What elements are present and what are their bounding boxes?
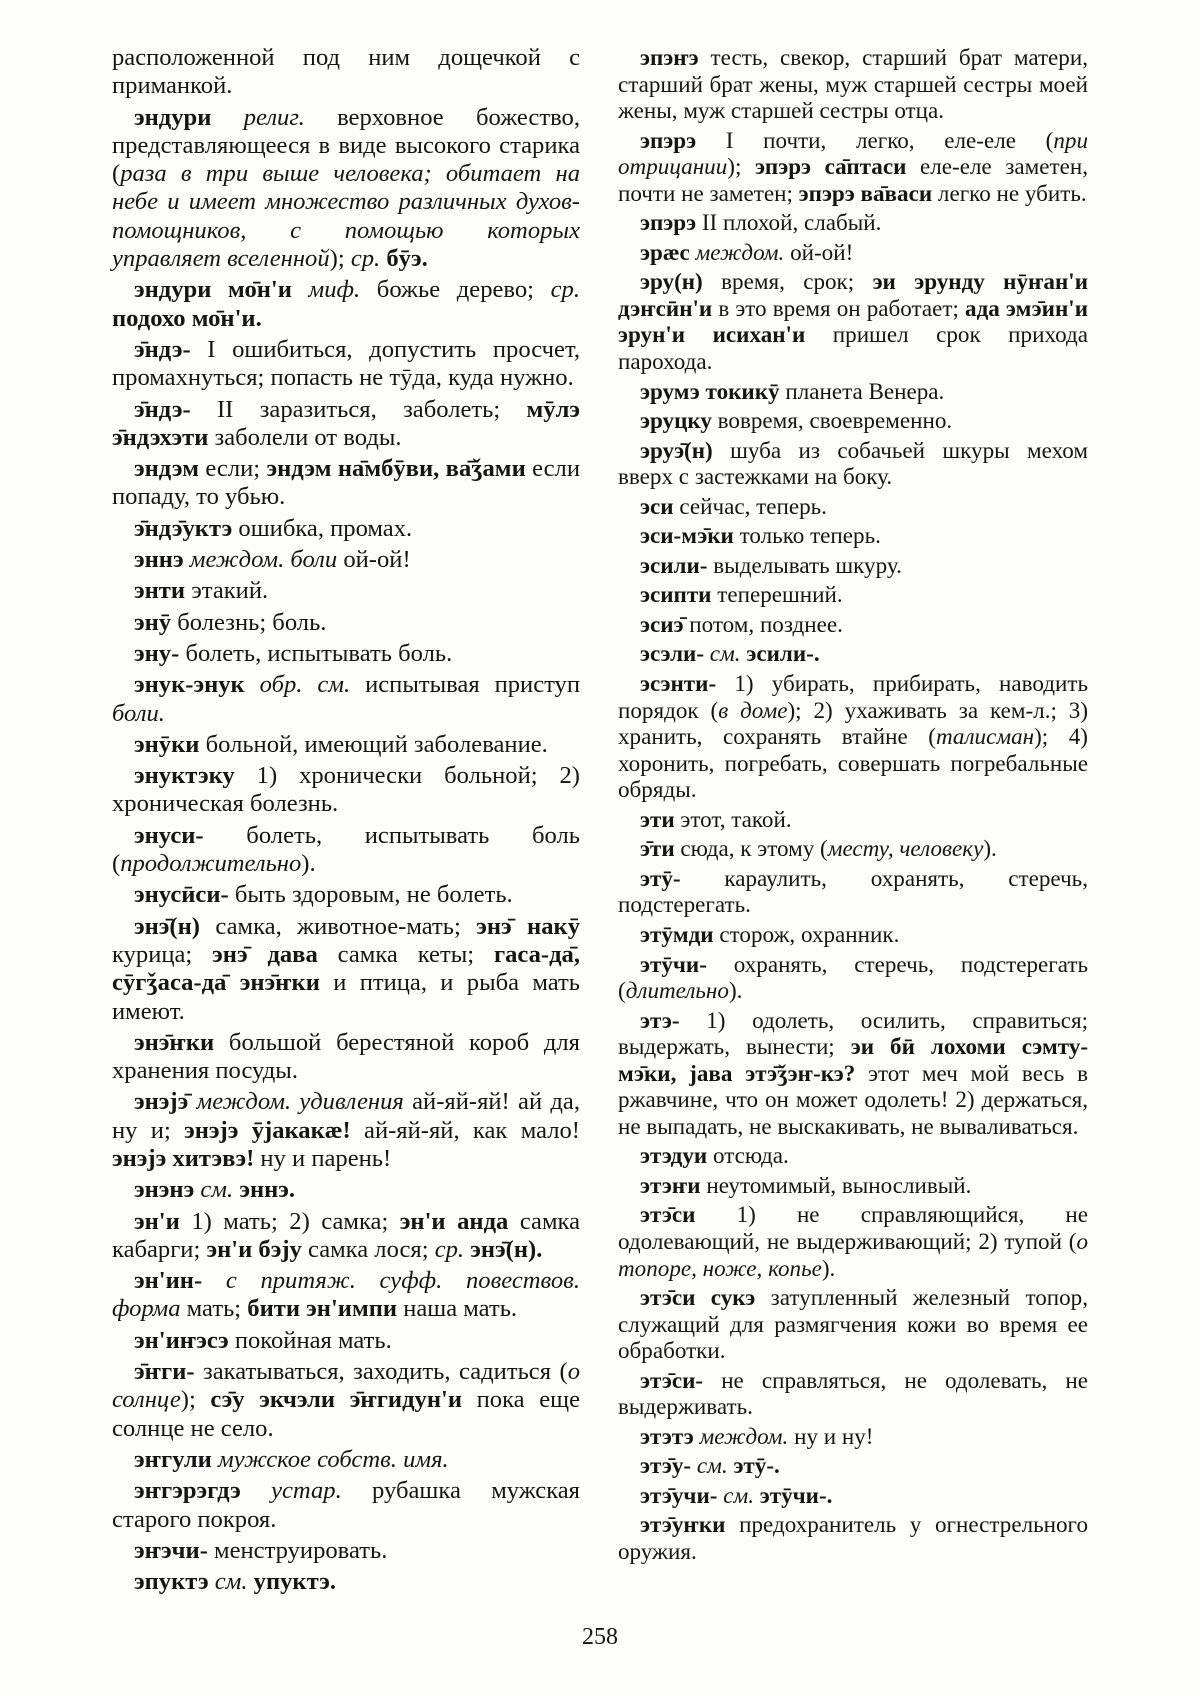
headword: эсипти [640, 581, 712, 608]
definition-text: самка лося; [301, 1235, 435, 1263]
italic-gloss: устар. [240, 1477, 342, 1505]
headword: бити эн'импи [247, 1295, 398, 1323]
headword: эсиэ̄ [640, 610, 684, 637]
italic-gloss: см. [194, 1176, 234, 1204]
headword: бӯэ. [386, 245, 428, 273]
definition-text: ой-ой! [337, 546, 411, 574]
headword: ада эмэ̄ин'и эрун'и исихан'и [618, 294, 1088, 348]
headword: эсили-. [746, 640, 820, 667]
definition-text: этот, такой. [674, 805, 792, 832]
dictionary-entry [618, 1201, 1088, 1281]
dictionary-entry [618, 806, 1088, 833]
headword: эҥгэрэгдэ [134, 1477, 241, 1505]
headword: этэ̄си [640, 1201, 696, 1228]
dictionary-entry [618, 378, 1088, 405]
headword: эн'и [134, 1207, 180, 1235]
headword: этэҥи [640, 1171, 701, 1198]
definition-text: затупленный железный топор, служащий для размягчения кожи во время ее обработки. [618, 1284, 1089, 1364]
headword: эси [640, 492, 674, 519]
headword: э̄ти [640, 835, 675, 862]
definition-text: II плохой, слабый. [696, 209, 882, 236]
headword: эн'и бэју [206, 1235, 302, 1263]
headword: этэ- [640, 1006, 680, 1033]
definition-text: самка кабарги; [112, 1207, 581, 1263]
definition-text: ). [821, 1254, 836, 1281]
dictionary-entry [618, 268, 1088, 374]
left-column [112, 44, 580, 1599]
definition-text: 1) не справляющийся, не одолевающий, не выдерживающий; 2) тупой ( [618, 1201, 1088, 1254]
definition-text: самка, животное-мать; [199, 912, 477, 940]
headword: энэ̄ дава [212, 940, 318, 968]
dictionary-entry [618, 581, 1088, 608]
dictionary-entry [618, 1007, 1088, 1140]
definition-text: расположенной под ним дощечкой с приманкой. [112, 44, 580, 100]
definition-text: ); [727, 153, 755, 180]
headword: энэ̄ накӯ [476, 912, 580, 940]
headword: э̄ндэ- [134, 395, 191, 423]
definition-text: отсюда. [707, 1142, 789, 1169]
dictionary-entry [618, 611, 1088, 638]
definition-text: ); 4) хоронить, погребать, совершать погребальные обряды. [618, 723, 1088, 803]
definition-text: и птица, и рыба мать имеют. [112, 969, 580, 1025]
headword: эти [640, 805, 675, 832]
headword: этэ̄учи- [640, 1481, 718, 1508]
definition-text: испытывая приступ [350, 671, 580, 699]
dictionary-entry [112, 515, 580, 543]
italic-gloss: см. [717, 1481, 754, 1508]
definition-text: теперешний. [711, 581, 843, 608]
italic-gloss: продолжительно [120, 850, 302, 878]
headword: этэ̄у- [640, 1452, 692, 1479]
definition-text: 1) мать; 2) самка; [179, 1207, 400, 1235]
headword: энти [134, 577, 186, 605]
dictionary-entry [618, 640, 1088, 667]
headword: энэ̄ҥки [134, 1028, 215, 1056]
definition-text: сейчас, теперь. [673, 492, 827, 519]
dictionary-entry [112, 577, 580, 605]
definition-text: караулить, охранять, стеречь, подстерегать. [618, 864, 1088, 918]
italic-gloss: длительно [625, 977, 729, 1004]
headword: эн'ин- [134, 1267, 203, 1295]
definition-text: вовремя, своевременно. [711, 407, 953, 434]
definition-text: ); 2) ухаживать за кем-л.; 3) хранить, сохранять втайне ( [618, 696, 1089, 750]
dictionary-entry [618, 921, 1088, 948]
dictionary-entry [618, 1452, 1088, 1479]
dictionary-entry [112, 822, 580, 879]
dictionary-entry [112, 731, 580, 759]
headword: энук-энук [134, 671, 245, 699]
dictionary-entry [618, 209, 1088, 236]
definition-text: большой берестяной короб для хранения посуды. [112, 1028, 580, 1085]
italic-gloss: талисман [935, 723, 1035, 750]
headword: эн'иҥэсэ [134, 1326, 229, 1354]
headword: эн'и анда [399, 1207, 509, 1235]
headword: этэтэ [640, 1422, 694, 1449]
definition-text: этот меч мой весь в ржавчине, что он может одолеть! 2) держаться, не выпадать, не выскакивать, не вываливаться. [618, 1059, 1089, 1139]
headword: э̄ндэ̄уктэ [134, 514, 233, 542]
definition-text: если попаду, то убью. [112, 455, 580, 511]
definition-text: легко не убить. [932, 179, 1087, 206]
dictionary-entry [112, 1358, 580, 1443]
definition-text: ). [728, 977, 743, 1004]
dictionary-entry [112, 44, 580, 101]
italic-gloss: междом. удивления [188, 1088, 404, 1116]
definition-text: болеть, испытывать боль ( [112, 821, 580, 878]
definition-text: ай-яй-яй, как мало! [350, 1116, 580, 1144]
definition-text: болеть, испытывать боль. [179, 639, 453, 667]
headword: э̄ҥги- [134, 1358, 195, 1386]
headword: эпэрэ [640, 126, 697, 153]
dictionary-entry [618, 1423, 1088, 1450]
italic-gloss: междом. [693, 1422, 789, 1449]
definition-text: II заразиться, заболеть; [190, 395, 527, 423]
definition-text: менструировать. [207, 1536, 388, 1564]
headword: этӯчи- [640, 950, 707, 977]
headword: энуктэку [134, 762, 235, 790]
headword: эрæс [640, 238, 690, 265]
italic-gloss: см. [691, 1452, 728, 1479]
dictionary-entry [618, 670, 1088, 803]
headword: эннэ [134, 546, 184, 574]
headword: гаса-да̄, сӯгǯаса-да̄ энэ̄ҥки [112, 940, 580, 997]
definition-text: божье дерево; [360, 276, 551, 304]
italic-gloss: см. [208, 1568, 248, 1596]
headword: эсили- [640, 551, 708, 578]
right-column [618, 44, 1088, 1568]
definition-text: сторож, охранник. [713, 920, 900, 947]
dictionary-entry [112, 1208, 580, 1265]
headword: эруцку [640, 407, 712, 434]
definition-text: охранять, стеречь, подстерегать ( [618, 950, 1088, 1004]
italic-gloss: ср. [550, 276, 581, 304]
definition-text: этакий. [185, 577, 269, 605]
headword: эндэм [134, 455, 200, 483]
definition-text: мать; [180, 1295, 248, 1323]
headword: э̄ндэ- [134, 335, 191, 363]
headword: подохо мо̄н'и. [112, 304, 262, 332]
dictionary-entry [618, 951, 1088, 1004]
definition-text: курица; [112, 940, 213, 968]
italic-gloss: ср. [350, 245, 381, 273]
headword: эси-мэ̄ки [640, 522, 734, 549]
definition-text: выделывать шкуру. [707, 551, 902, 578]
definition-text: ой-ой! [784, 238, 854, 265]
headword: эҥэчи- [134, 1536, 208, 1564]
headword: энӯ [134, 608, 172, 636]
definition-text: 1) убирать, прибирать, наводить порядок ( [618, 670, 1088, 723]
dictionary-entry [112, 1327, 580, 1355]
definition-text: пришел срок прихода парохода. [618, 321, 1088, 375]
dictionary-entry [112, 1537, 580, 1565]
headword: эру(н) [640, 268, 703, 295]
page-number: 258 [582, 1624, 618, 1650]
headword: эндэм на̄мбӯви, ва̄ǯами [266, 455, 526, 483]
italic-gloss: боли. [112, 699, 165, 727]
definition-text: 1) хронически больной; 2) хроническая болезнь. [112, 762, 580, 818]
headword: этӯ- [640, 864, 681, 891]
italic-gloss: раза в три выше человека; обитает на небе и имеет множество различных духов-помощников, с помощью которых управляет вселенной [112, 160, 580, 273]
definition-text: наша мать. [397, 1295, 518, 1323]
headword: энусӣси- [134, 881, 229, 909]
definition-text: болезнь; боль. [171, 608, 327, 636]
italic-gloss: о солнце [112, 1358, 580, 1414]
definition-text: пока еще солнце не село. [112, 1386, 581, 1442]
definition-text: сюда, к этому ( [674, 835, 828, 862]
headword: этэ̄уҥки [640, 1511, 726, 1538]
italic-gloss: обр. см. [244, 671, 351, 699]
definition-text: заболели от воды. [208, 423, 402, 451]
italic-gloss: месту, человеку [827, 835, 984, 862]
italic-gloss: см. [704, 640, 741, 667]
headword: эрумэ токикӯ [640, 377, 780, 404]
definition-text: тесть, свекор, старший брат матери, старший брат жены, муж старшей сестры моей жены, муж старшей сестры отца. [618, 44, 1088, 124]
definition-text: быть здоровым, не болеть. [228, 881, 513, 909]
italic-gloss: в доме [718, 696, 788, 723]
dictionary-entry [618, 1284, 1088, 1364]
headword: эруэ̄(н) [640, 436, 713, 463]
dictionary-entry [112, 762, 580, 819]
italic-gloss: с притяж. суфф. повествов. форма [112, 1267, 580, 1323]
dictionary-entry [618, 865, 1088, 918]
definition-text: время, срок; [702, 268, 873, 295]
definition-text: закатываться, заходить, садиться ( [194, 1358, 568, 1386]
definition-text: в это время он работает; [712, 294, 966, 321]
headword: этӯмди [640, 920, 714, 947]
dictionary-entry [112, 913, 580, 1026]
italic-gloss: ср. [434, 1235, 465, 1263]
headword: энэ̄(н) [134, 912, 200, 940]
definition-text: 1) одолеть, осилить, справиться; выдержать, вынести; [618, 1006, 1088, 1060]
italic-gloss: миф. [291, 276, 361, 304]
definition-text: верховное божество, представляющееся в виде высокого старика ( [112, 103, 580, 188]
dictionary-entry [618, 407, 1088, 434]
definition-text: ай-яй-яй! ай да, ну и; [112, 1088, 580, 1144]
definition-text: покойная мать. [228, 1326, 392, 1354]
italic-gloss: религ. [211, 103, 305, 131]
italic-gloss: при отрицании [618, 126, 1088, 180]
definition-text: еле-еле заметен, почти не заметен; [618, 153, 1088, 206]
definition-text: ). [983, 835, 997, 862]
headword: эи бӣ лохоми сэмту-мэ̄ки, јава этэ̄ǯэҥ-кэ? [618, 1033, 1089, 1086]
headword: упуктэ. [253, 1568, 337, 1596]
dictionary-entry [618, 437, 1088, 490]
headword: эпэҥэ [640, 44, 699, 70]
dictionary-entry [112, 396, 580, 453]
headword: энэјэ хитэвэ! [112, 1144, 255, 1172]
italic-gloss: о топоре, ноже, копье [618, 1227, 1088, 1281]
headword: энуси- [134, 821, 204, 849]
headword: энэјэ ӯјакакæ! [184, 1116, 351, 1144]
definition-text: планета Венера. [779, 377, 945, 404]
dictionary-entry [618, 44, 1088, 124]
dictionary-entry [618, 1511, 1088, 1564]
definition-text: потом, позднее. [683, 610, 843, 637]
dictionary-entry [112, 455, 580, 512]
definition-text: ну и парень! [254, 1144, 392, 1172]
headword: эндури мо̄н'и [134, 276, 292, 304]
headword: эндури [134, 103, 212, 131]
headword: эннэ. [239, 1176, 296, 1204]
italic-gloss: междом. боли [183, 546, 338, 574]
dictionary-entry [618, 1172, 1088, 1199]
dictionary-entry [618, 1367, 1088, 1420]
definition-text: ошибка, промах. [232, 514, 413, 542]
dictionary-entry [112, 1176, 580, 1204]
italic-gloss: мужское собств. имя. [211, 1445, 449, 1473]
headword: этӯ-. [733, 1452, 780, 1479]
italic-gloss: междом. [689, 238, 785, 265]
headword: этэдуи [640, 1142, 708, 1169]
headword: этэ̄си- [640, 1366, 704, 1393]
dictionary-entry [618, 552, 1088, 579]
dictionary-entry [618, 127, 1088, 207]
headword: эпэрэ [640, 209, 697, 236]
dictionary-entry [112, 1446, 580, 1474]
definition-text: ); [180, 1386, 211, 1414]
dictionary-entry [112, 609, 580, 637]
headword: эсэли- [640, 640, 705, 667]
definition-text: предохранитель у огнестрельного оружия. [618, 1511, 1088, 1564]
dictionary-entry [618, 522, 1088, 549]
dictionary-entry [618, 835, 1088, 862]
definition-text: если; [199, 455, 267, 483]
dictionary-entry [112, 1477, 580, 1534]
dictionary-entry [112, 336, 580, 393]
headword: эпэрэ са̄птаси [754, 153, 907, 180]
definition-text: рубашка мужская старого покроя. [112, 1477, 580, 1533]
dictionary-entry [112, 640, 580, 668]
headword: энӯки [134, 730, 200, 758]
definition-text: самка кеты; [317, 940, 494, 968]
definition-text: больной, имеющий заболевание. [199, 730, 548, 758]
headword: этӯчи-. [759, 1481, 833, 1508]
headword: эсэнти- [640, 670, 717, 697]
headword: сэ̄у экчэли э̄ҥгидун'и [210, 1386, 462, 1414]
headword: энэнэ [134, 1176, 195, 1204]
dictionary-entry [112, 546, 580, 574]
dictionary-entry [618, 493, 1088, 520]
dictionary-entry [112, 1029, 580, 1086]
dictionary-entry [112, 1568, 580, 1596]
dictionary-entry [112, 1088, 580, 1173]
definition-text: I почти, легко, еле-еле ( [696, 126, 1054, 153]
dictionary-entry [112, 1267, 580, 1324]
headword: этэ̄си сукэ [640, 1284, 756, 1311]
dictionary-entry [618, 1482, 1088, 1509]
headword: энэјэ̄ [134, 1088, 189, 1116]
dictionary-entry [112, 104, 580, 274]
definition-text: только теперь. [733, 522, 881, 549]
headword: энэ̄(н). [470, 1235, 543, 1263]
dictionary-entry [112, 276, 580, 333]
dictionary-entry [112, 881, 580, 909]
headword: эи эрунду нӯҥан'и дэҥсӣн'и [618, 268, 1089, 321]
dictionary-entry [112, 671, 580, 728]
dictionary-entry [618, 239, 1088, 266]
headword: эпуктэ [134, 1568, 209, 1596]
definition-text: не справляться, не одолевать, не выдерживать. [618, 1366, 1088, 1420]
definition-text: ); [329, 245, 351, 273]
definition-text: ну и ну! [788, 1422, 874, 1449]
headword: эну- [134, 639, 180, 667]
headword: эҥгули [134, 1445, 212, 1473]
headword: мӯлэ э̄ндэхэти [112, 395, 580, 451]
definition-text: I ошибиться, допустить просчет, промахнуться; попасть не тӯда, куда нужно. [112, 335, 580, 392]
headword: эпэрэ ва̄васи [798, 179, 933, 206]
definition-text: ). [301, 850, 316, 878]
dictionary-entry [618, 1142, 1088, 1169]
definition-text: шуба из собачьей шкуры мехом вверх с застежками на боку. [618, 436, 1088, 490]
definition-text: неутомимый, выносливый. [700, 1171, 972, 1198]
